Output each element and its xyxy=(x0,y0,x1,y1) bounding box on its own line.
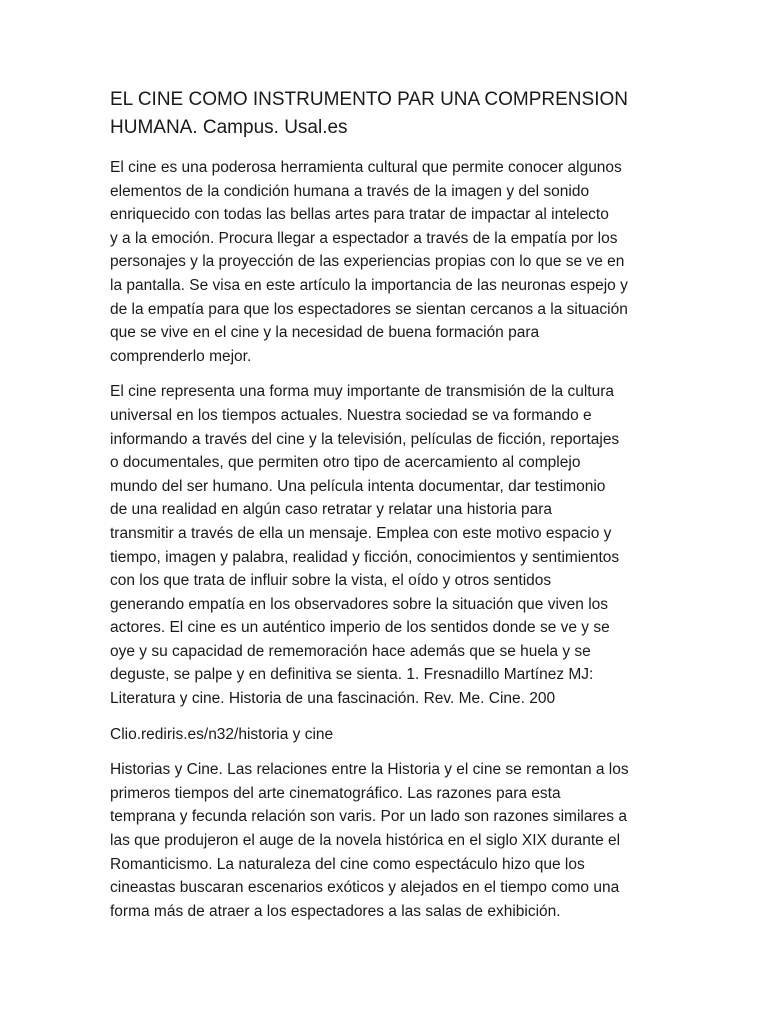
paragraph-source-reference xyxy=(110,723,658,747)
text-line: primeros tiempos del arte cinematográfico. Las razones para esta xyxy=(110,784,561,802)
text-line: enriquecido con todas las bellas artes para tratar de impactar al intelecto xyxy=(110,206,609,224)
text-line: que se vive en el cine y la necesidad de buena formación para xyxy=(110,324,540,342)
text-line: personajes y la proyección de las experiencias propias con lo que se ve en xyxy=(110,253,625,271)
text-line: temprana y fecunda relación son varis. Por un lado son razones similares a xyxy=(110,808,627,826)
text-line: forma más de atraer a los espectadores a las salas de exhibición. xyxy=(110,902,561,920)
document-title xyxy=(110,86,658,142)
text-line: las que produjeron el auge de la novela histórica en el siglo XIX durante el xyxy=(110,832,621,850)
text-line: de la empatía para que los espectadores se sientan cercanos a la situación xyxy=(110,300,628,318)
text-line: transmitir a través de ella un mensaje. Emplea con este motivo espacio y xyxy=(110,524,612,542)
text-line: o documentales, que permiten otro tipo de acercamiento al complejo xyxy=(110,454,581,472)
text-line: Clio.rediris.es/n32/historia y cine xyxy=(110,725,334,743)
text-line: tiempo, imagen y palabra, realidad y ficción, conocimientos y sentimientos xyxy=(110,548,620,566)
text-line: El cine es una poderosa herramienta cultural que permite conocer algunos xyxy=(110,159,622,176)
text-line: El cine representa una forma muy importante de transmisión de la cultura xyxy=(110,383,614,401)
title-line: EL CINE COMO INSTRUMENTO PAR UNA COMPRENSION xyxy=(110,89,628,110)
text-line: Literatura y cine. Historia de una fascinación. Rev. Me. Cine. 200 xyxy=(110,690,556,708)
text-line: oye y su capacidad de rememoración hace además que se huela y se xyxy=(110,642,591,660)
text-line: comprenderlo mejor. xyxy=(110,347,252,365)
text-line: de una realidad en algún caso retratar y relatar una historia para xyxy=(110,501,553,519)
text-line: con los que trata de influir sobre la vista, el oído y otros sentidos xyxy=(110,572,552,590)
text-line: generando empatía en los observadores sobre la situación que viven los xyxy=(110,595,609,613)
text-line: deguste, se palpe y en definitiva se sienta. 1. Fresnadillo Martínez MJ: xyxy=(110,666,594,684)
text-line: mundo del ser humano. Una película intenta documentar, dar testimonio xyxy=(110,477,606,495)
text-line: y a la emoción. Procura llegar a espectador a través de la empatía por los xyxy=(110,229,618,247)
paragraph-history xyxy=(110,758,658,923)
text-line: la pantalla. Se visa en este artículo la importancia de las neuronas espejo y xyxy=(110,276,628,294)
text-line: universal en los tiempos actuales. Nuestra sociedad se va formando e xyxy=(110,406,592,424)
paragraph-culture xyxy=(110,380,658,710)
text-line: cineastas buscaran escenarios exóticos y alejados en el tiempo como una xyxy=(110,879,620,897)
paragraph-intro xyxy=(110,156,658,368)
text-line: Historias y Cine. Las relaciones entre la Historia y el cine se remontan a los xyxy=(110,761,629,779)
text-line: actores. El cine es un auténtico imperio de los sentidos donde se ve y se xyxy=(110,619,610,637)
text-line: informando a través del cine y la televisión, películas de ficción, reportajes xyxy=(110,430,620,448)
text-line: Romanticismo. La naturaleza del cine como espectáculo hizo que los xyxy=(110,855,585,873)
title-line: HUMANA. Campus. Usal.es xyxy=(110,117,348,138)
document-body xyxy=(110,86,658,935)
text-line: elementos de la condición humana a través de la imagen y del sonido xyxy=(110,182,590,200)
